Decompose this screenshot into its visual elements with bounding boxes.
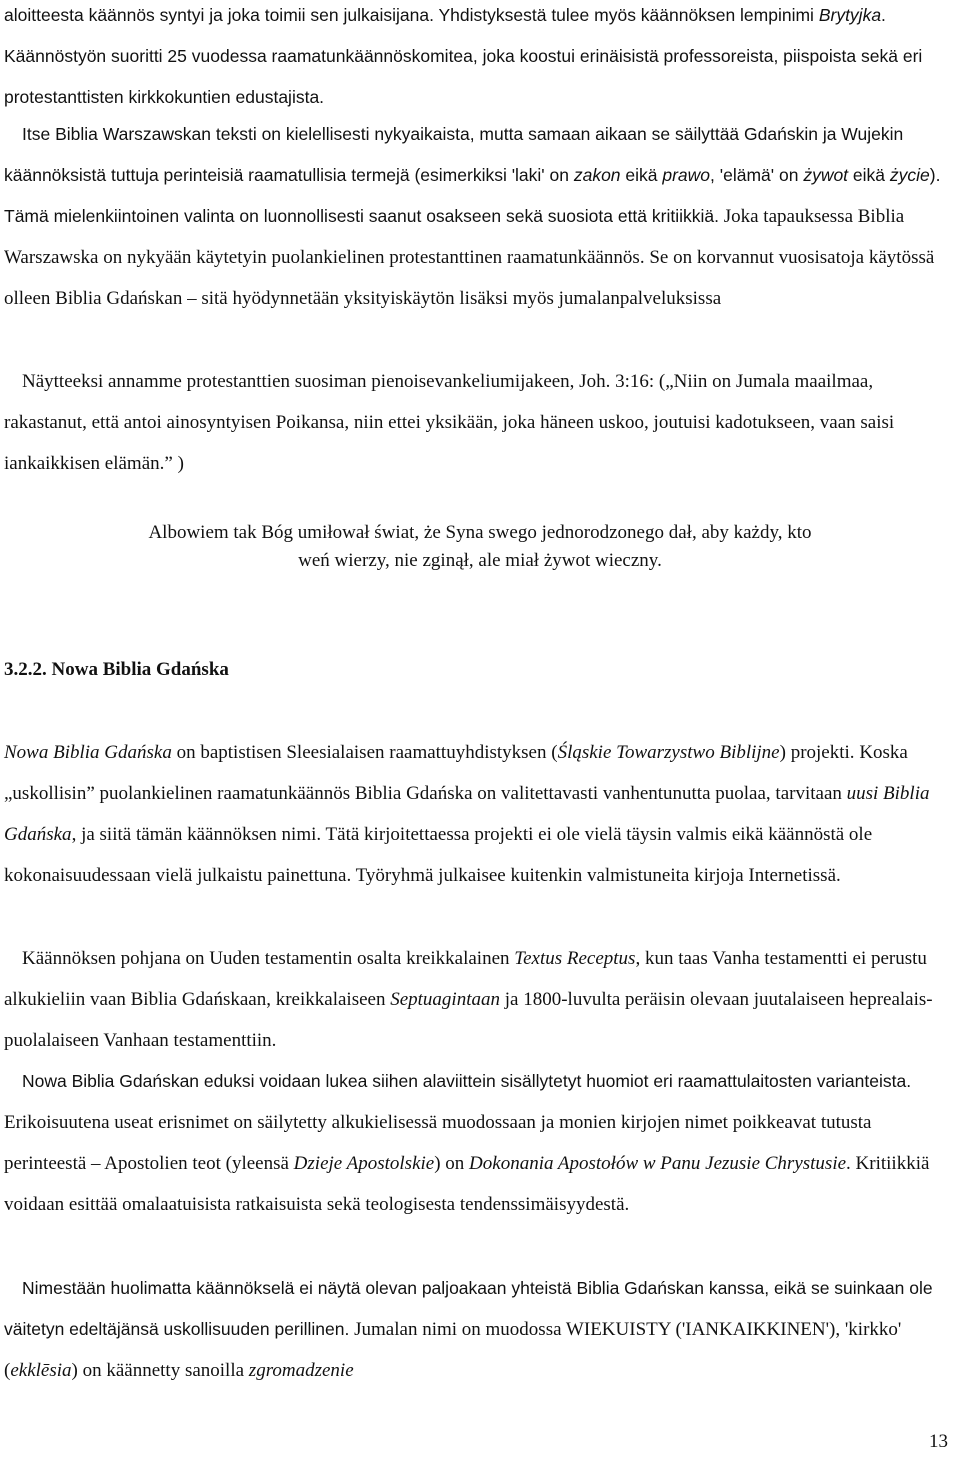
- text-run: ) projekti.: [779, 742, 855, 763]
- italic-term: Dzieje Apostolskie: [293, 1153, 435, 1174]
- paragraph-translation-basis: [4, 938, 956, 1061]
- text-run: ) on käännetty sanoilla: [71, 1360, 249, 1381]
- italic-term: Śląskie Towarzystwo Biblijne: [557, 742, 780, 763]
- text-run: , 'elämä' on: [710, 165, 804, 185]
- section-heading: 3.2.2. Nowa Biblia Gdańska: [4, 659, 229, 680]
- paragraph-name-comparison: [4, 1268, 956, 1391]
- italic-term: Textus Receptus: [514, 948, 636, 969]
- text-run: , ja siitä tämän käännöksen nimi. Tätä kirjoitettaessa projekti ei ole vielä täysin valmis eikä käännöstä ole kokonaisuudessaan vielä julkaistu painettuna. Työryhmä julkaisee kuitenkin valmistuneita kirjoja Internetissä.: [4, 824, 873, 886]
- italic-term: Septuagintaan: [390, 989, 500, 1010]
- text-run: Se on korvannut vuosisatoja käytössä olleen Biblia Gdańskan – sitä hyödynnetään yksityiskäytön lisäksi myös jumalanpalveluksissa: [4, 247, 935, 309]
- text-run: . Kritiikkiä voidaan esittää omalaatuisista ratkaisuista sekä teologisesta tendenssimäisyydestä.: [4, 1153, 930, 1215]
- italic-term: Dokonania Apostołów w Panu Jezusie Chrystusie: [469, 1153, 847, 1174]
- italic-term: zgromadzenie: [248, 1360, 354, 1381]
- paragraph-sample-verse-intro: Näytteeksi annamme protestanttien suosiman pienoisevankeliumijakeen, Joh. 3:16: („Niin on Jumala maailmaa, rakastanut, että antoi ainosyntyisen Poikansa, niin ettei yksikään, joka häneen uskoo, joutuisi kadotukseen, vaan saisi iankaikkisen elämän.” ): [4, 371, 895, 474]
- text-run: ). Tämä mielenkiintoinen valinta on luonnollisesti saanut osakseen sekä suosiota että kritiikkiä.: [4, 165, 941, 226]
- text-run: Nowa Biblia Gdańskan eduksi voidaan lukea siihen alaviittein sisällytetyt huomiot eri raamattulaitosten varianteista.: [22, 1071, 912, 1091]
- paragraph-biblia-warszawska: [4, 114, 956, 319]
- text-run: Käännöksen pohjana on Uuden testamentin osalta kreikkalainen: [22, 948, 515, 969]
- italic-term: ekklēsia: [10, 1360, 72, 1381]
- text-run: Jumalan nimi on muodossa WIEKUISTY ('IANKAIKKINEN'), 'kirkko' (: [4, 1319, 902, 1381]
- text-run: . Käännöstyön suoritti 25 vuodessa raamatunkäännöskomitea, joka koostui erinäisistä professoreista, piispoista sekä eri protestanttisten kirkkokuntien edustajista.: [4, 5, 923, 107]
- italic-term: Brytyjka: [818, 5, 882, 25]
- italic-term: uusi Biblia Gdańska: [4, 783, 930, 845]
- polish-verse-quote: [90, 519, 870, 575]
- text-run: eikä: [848, 165, 890, 185]
- italic-term: życie: [889, 165, 930, 185]
- italic-term: prawo: [662, 165, 711, 185]
- text-run: Joka tapauksessa Biblia Warszawska on nykyään käytetyin puolankielinen protestanttinen raamatunkäännös.: [4, 206, 905, 268]
- italic-term: zakon: [573, 165, 621, 185]
- text-run: Nimestään huolimatta käännökselä ei näytä olevan paljoakaan yhteistä Biblia Gdańskan kanssa, eikä se suinkaan ole väitetyn edeltäjänsä uskollisuuden perillinen.: [4, 1278, 933, 1339]
- paragraph-brytyjka: [4, 0, 956, 118]
- italic-term: żywot: [803, 165, 849, 185]
- quote-line-2: weń wierzy, nie zginął, ale miał żywot wieczny.: [298, 550, 662, 571]
- italic-term: Nowa Biblia Gdańska: [4, 742, 172, 763]
- text-run: aloitteesta käännös syntyi ja joka toimii sen julkaisijana. Yhdistyksestä tulee myös käännöksen lempinimi: [4, 5, 819, 25]
- text-run: ) on: [434, 1153, 470, 1174]
- text-run: , kun taas Vanha testamentti ei perustu alkukieliin vaan Biblia Gdańskaan, kreikkalaiseen: [4, 948, 927, 1010]
- text-run: Koska „uskollisin” puolankielinen raamatunkäännös Biblia Gdańska on valitettavasti vanhentunutta puolaa, tarvitaan: [4, 742, 908, 804]
- text-run: Erikoisuutena useat erisnimet on säilytetty alkukielisessä muodossaan ja monien kirjojen nimet poikkeavat tutusta perinteestä – Apostolien teot (yleensä: [4, 1112, 872, 1174]
- text-run: eikä: [620, 165, 663, 185]
- text-run: on baptistisen Sleesialaisen raamattuyhdistyksen (: [171, 742, 558, 763]
- paragraph-footnotes-features: [4, 1061, 956, 1225]
- text-run: ja 1800-luvulta peräisin olevaan juutalaiseen heprealais-puolalaiseen Vanhaan testamenttiin.: [4, 989, 933, 1051]
- paragraph-nowa-biblia-gdanska: [4, 732, 956, 896]
- text-run: Itse Biblia Warszawskan teksti on kielellisesti nykyaikaista, mutta samaan aikaan se säilyttää Gdańskin ja Wujekin käännöksistä tuttuja perinteisiä raamatullisia termejä (esimerkiksi 'laki' on: [4, 124, 904, 185]
- quote-line-1: Albowiem tak Bóg umiłował świat, że Syna swego jednorodzonego dał, aby każdy, kto: [148, 522, 812, 543]
- page-number: 13: [929, 1431, 948, 1452]
